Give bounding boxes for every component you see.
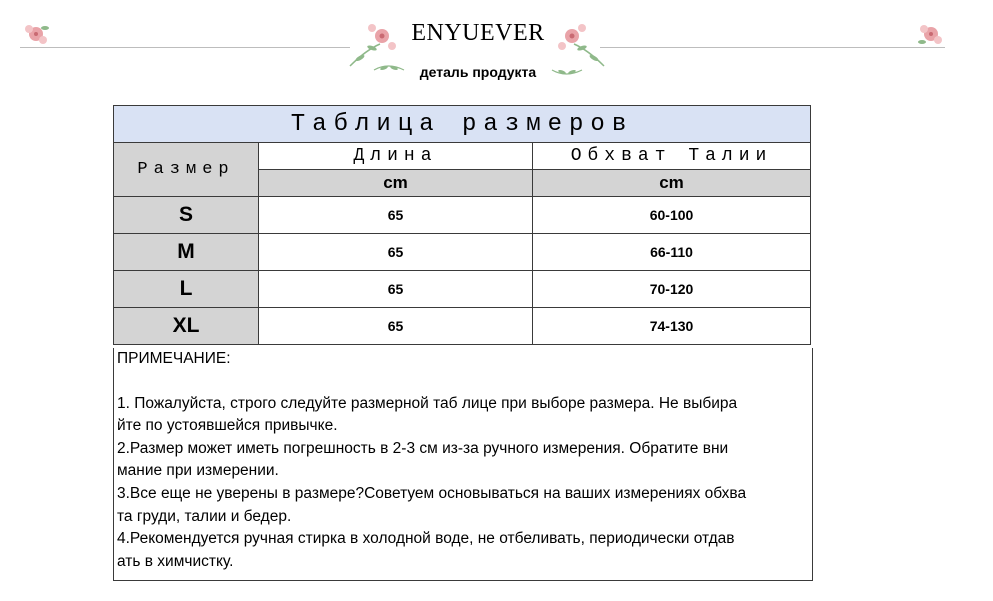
waist-unit: cm xyxy=(533,170,811,197)
size-chart-table xyxy=(113,105,811,345)
waist-value: 66-110 xyxy=(533,234,811,271)
note-line: йте по устоявшейся привычке. xyxy=(117,417,338,435)
table-row xyxy=(114,308,811,345)
brand-name: ENYUEVER xyxy=(411,20,545,46)
notes-section xyxy=(113,348,813,581)
note-line: 1. Пожалуйста, строго следуйте размерной таб лице при выборе размера. Не выбира xyxy=(117,394,738,412)
length-value: 65 xyxy=(259,197,533,234)
size-label: XL xyxy=(114,308,259,345)
table-row xyxy=(114,197,811,234)
header-divider-left xyxy=(20,47,350,48)
size-column-header: Размер xyxy=(114,143,259,197)
table-header-row xyxy=(114,143,811,170)
header-divider-right xyxy=(600,47,945,48)
waist-value: 70-120 xyxy=(533,271,811,308)
waist-value: 74-130 xyxy=(533,308,811,345)
length-unit: cm xyxy=(259,170,533,197)
table-title-row xyxy=(114,106,811,143)
size-label: M xyxy=(114,234,259,271)
table-row xyxy=(114,234,811,271)
note-line: мание при измерении. xyxy=(117,462,279,480)
note-line: 2.Размер может иметь погрешность в 2-3 см из-за ручного измерения. Обратите вни xyxy=(117,439,729,457)
waist-column-header: Обхват Талии xyxy=(533,143,811,170)
length-value: 65 xyxy=(259,271,533,308)
note-line: 4.Рекомендуется ручная стирка в холодной воде, не отбеливать, периодически отдав xyxy=(117,530,735,548)
table-title: Таблица размеров xyxy=(114,106,811,143)
note-line: ать в химчистку. xyxy=(117,552,234,570)
note-line: та груди, талии и бедер. xyxy=(117,507,292,525)
length-value: 65 xyxy=(259,308,533,345)
length-value: 65 xyxy=(259,234,533,271)
flower-decoration-right xyxy=(915,18,947,50)
page-subtitle: деталь продукта xyxy=(419,64,537,80)
note-line: 3.Все еще не уверены в размере?Советуем основываться на ваших измерениях обхва xyxy=(117,484,747,502)
length-column-header: Длина xyxy=(259,143,533,170)
notes-heading: ПРИМЕЧАНИЕ: xyxy=(117,350,231,367)
size-label: L xyxy=(114,271,259,308)
size-label: S xyxy=(114,197,259,234)
flower-decoration-left xyxy=(20,18,52,50)
waist-value: 60-100 xyxy=(533,197,811,234)
table-row xyxy=(114,271,811,308)
